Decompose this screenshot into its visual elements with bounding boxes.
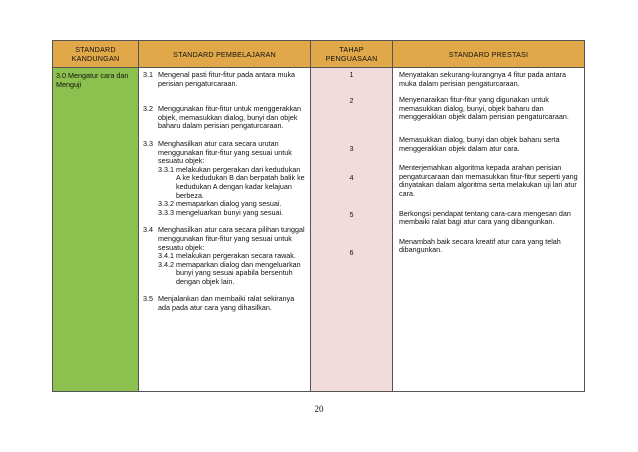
- item-number: 3.4: [143, 225, 153, 235]
- item-text: Mengenal pasti fitur-fitur pada antara muka perisian pengaturcaraan.: [158, 70, 296, 88]
- item-text: Menjalankan dan membaiki ralat sekiranya ada pada atur cara yang dihasilkan.: [158, 294, 295, 313]
- prestasi-text: Berkongsi pendapat tentang cara-cara mengesan dan membaiki ralat bagi atur cara yang dibangunkan.: [399, 208, 571, 227]
- subitem-number: 3.4.2: [158, 259, 174, 269]
- pembelajaran-subitem: [158, 261, 306, 287]
- pembelajaran-item: [143, 71, 306, 88]
- header-row: [53, 41, 585, 68]
- prestasi-text: Menyatakan sekurang-kurangnya 4 fitur pada antara muka dalam perisian pengaturcaraan.: [399, 70, 567, 88]
- prestasi-text: Menyenaraikan fitur-fitur yang digunakan untuk memasukkan dialog, bunyi, objek baharu dan menggerakkan objek dalam perisian pengaturcaraan.: [399, 95, 569, 122]
- item-number: 3.5: [143, 294, 153, 304]
- level-number: 4: [349, 172, 354, 182]
- item-text: Menghasilkan atur cara secara pilihan tunggal menggunakan fitur-fitur yang sesuai untuk sesuatu objek:: [158, 225, 305, 252]
- pembelajaran-item: [143, 140, 306, 166]
- subitem-text: melakukan pergerakan dari kedudukan A ke kedudukan B dan berpatah balik ke kedudukan A dengan kadar kelajuan berbeza.: [176, 164, 305, 200]
- item-text: Menghasilkan atur cara secara urutan menggunakan fitur-fitur yang sesuai untuk sesuatu objek:: [158, 138, 292, 166]
- level-number: 3: [349, 144, 354, 154]
- tahap-penguasaan-cell: [311, 68, 393, 392]
- kandungan-text: 3.0 Mengatur cara dan Menguji: [56, 71, 129, 89]
- subitem-text: melakukan pergerakan secara rawak.: [176, 251, 296, 261]
- level-number: 5: [349, 210, 354, 220]
- page-number: 20: [314, 404, 324, 414]
- subitem-number: 3.4.1: [158, 251, 174, 261]
- standard-pembelajaran-cell: [139, 68, 311, 392]
- pembelajaran-subitem: [158, 209, 306, 218]
- standard-prestasi-cell: [393, 68, 585, 392]
- pembelajaran-item: [143, 105, 306, 131]
- prestasi-text: Memasukkan dialog, bunyi dan objek baharu serta menggerakkan objek dalam atur cara.: [399, 134, 560, 153]
- pembelajaran-item: [143, 226, 306, 252]
- pembelajaran-item: [143, 295, 306, 312]
- subitem-number: 3.3.1: [158, 164, 174, 174]
- subitem-text: memaparkan dialog dan mengeluarkan bunyi yang sesuai apabila bersentuh dengan objek lain.: [176, 259, 301, 286]
- standard-kandungan-cell: [53, 68, 139, 392]
- prestasi-text: Menterjemahkan algoritma kepada arahan perisian pengaturcaraan dan memasukkan fitur-fitur seperti yang dinyatakan dalam algoritma serta melakukan uji lari atur cara.: [399, 163, 578, 198]
- header-standard-pembelajaran: STANDARD PEMBELAJARAN: [139, 41, 311, 68]
- pembelajaran-subitem: [158, 166, 306, 200]
- item-number: 3.2: [143, 104, 153, 114]
- item-text: Menggunakan fitur-fitur untuk menggerakkan objek, memasukkan dialog, bunyi dan objek baharu dalam perisian pengaturcaraan.: [158, 104, 302, 131]
- standards-table: [52, 40, 585, 392]
- item-number: 3.3: [143, 138, 153, 148]
- subitem-number: 3.3.2: [158, 199, 174, 209]
- level-number: 2: [349, 95, 354, 105]
- header-tahap-penguasaan: TAHAP PENGUASAAN: [311, 41, 393, 68]
- prestasi-text: Menambah baik secara kreatif atur cara yang telah dibangunkan.: [399, 236, 561, 255]
- header-standard-prestasi: STANDARD PRESTASI: [393, 41, 585, 68]
- subitem-text: mengeluarkan bunyi yang sesuai.: [176, 207, 284, 217]
- subitem-text: memaparkan dialog yang sesuai.: [176, 199, 282, 209]
- subitem-number: 3.3.3: [158, 207, 174, 217]
- item-number: 3.1: [143, 70, 153, 79]
- content-row: [53, 68, 585, 392]
- level-number: 1: [349, 70, 354, 79]
- header-standard-kandungan: STANDARD KANDUNGAN: [53, 41, 139, 68]
- level-number: 6: [349, 247, 354, 257]
